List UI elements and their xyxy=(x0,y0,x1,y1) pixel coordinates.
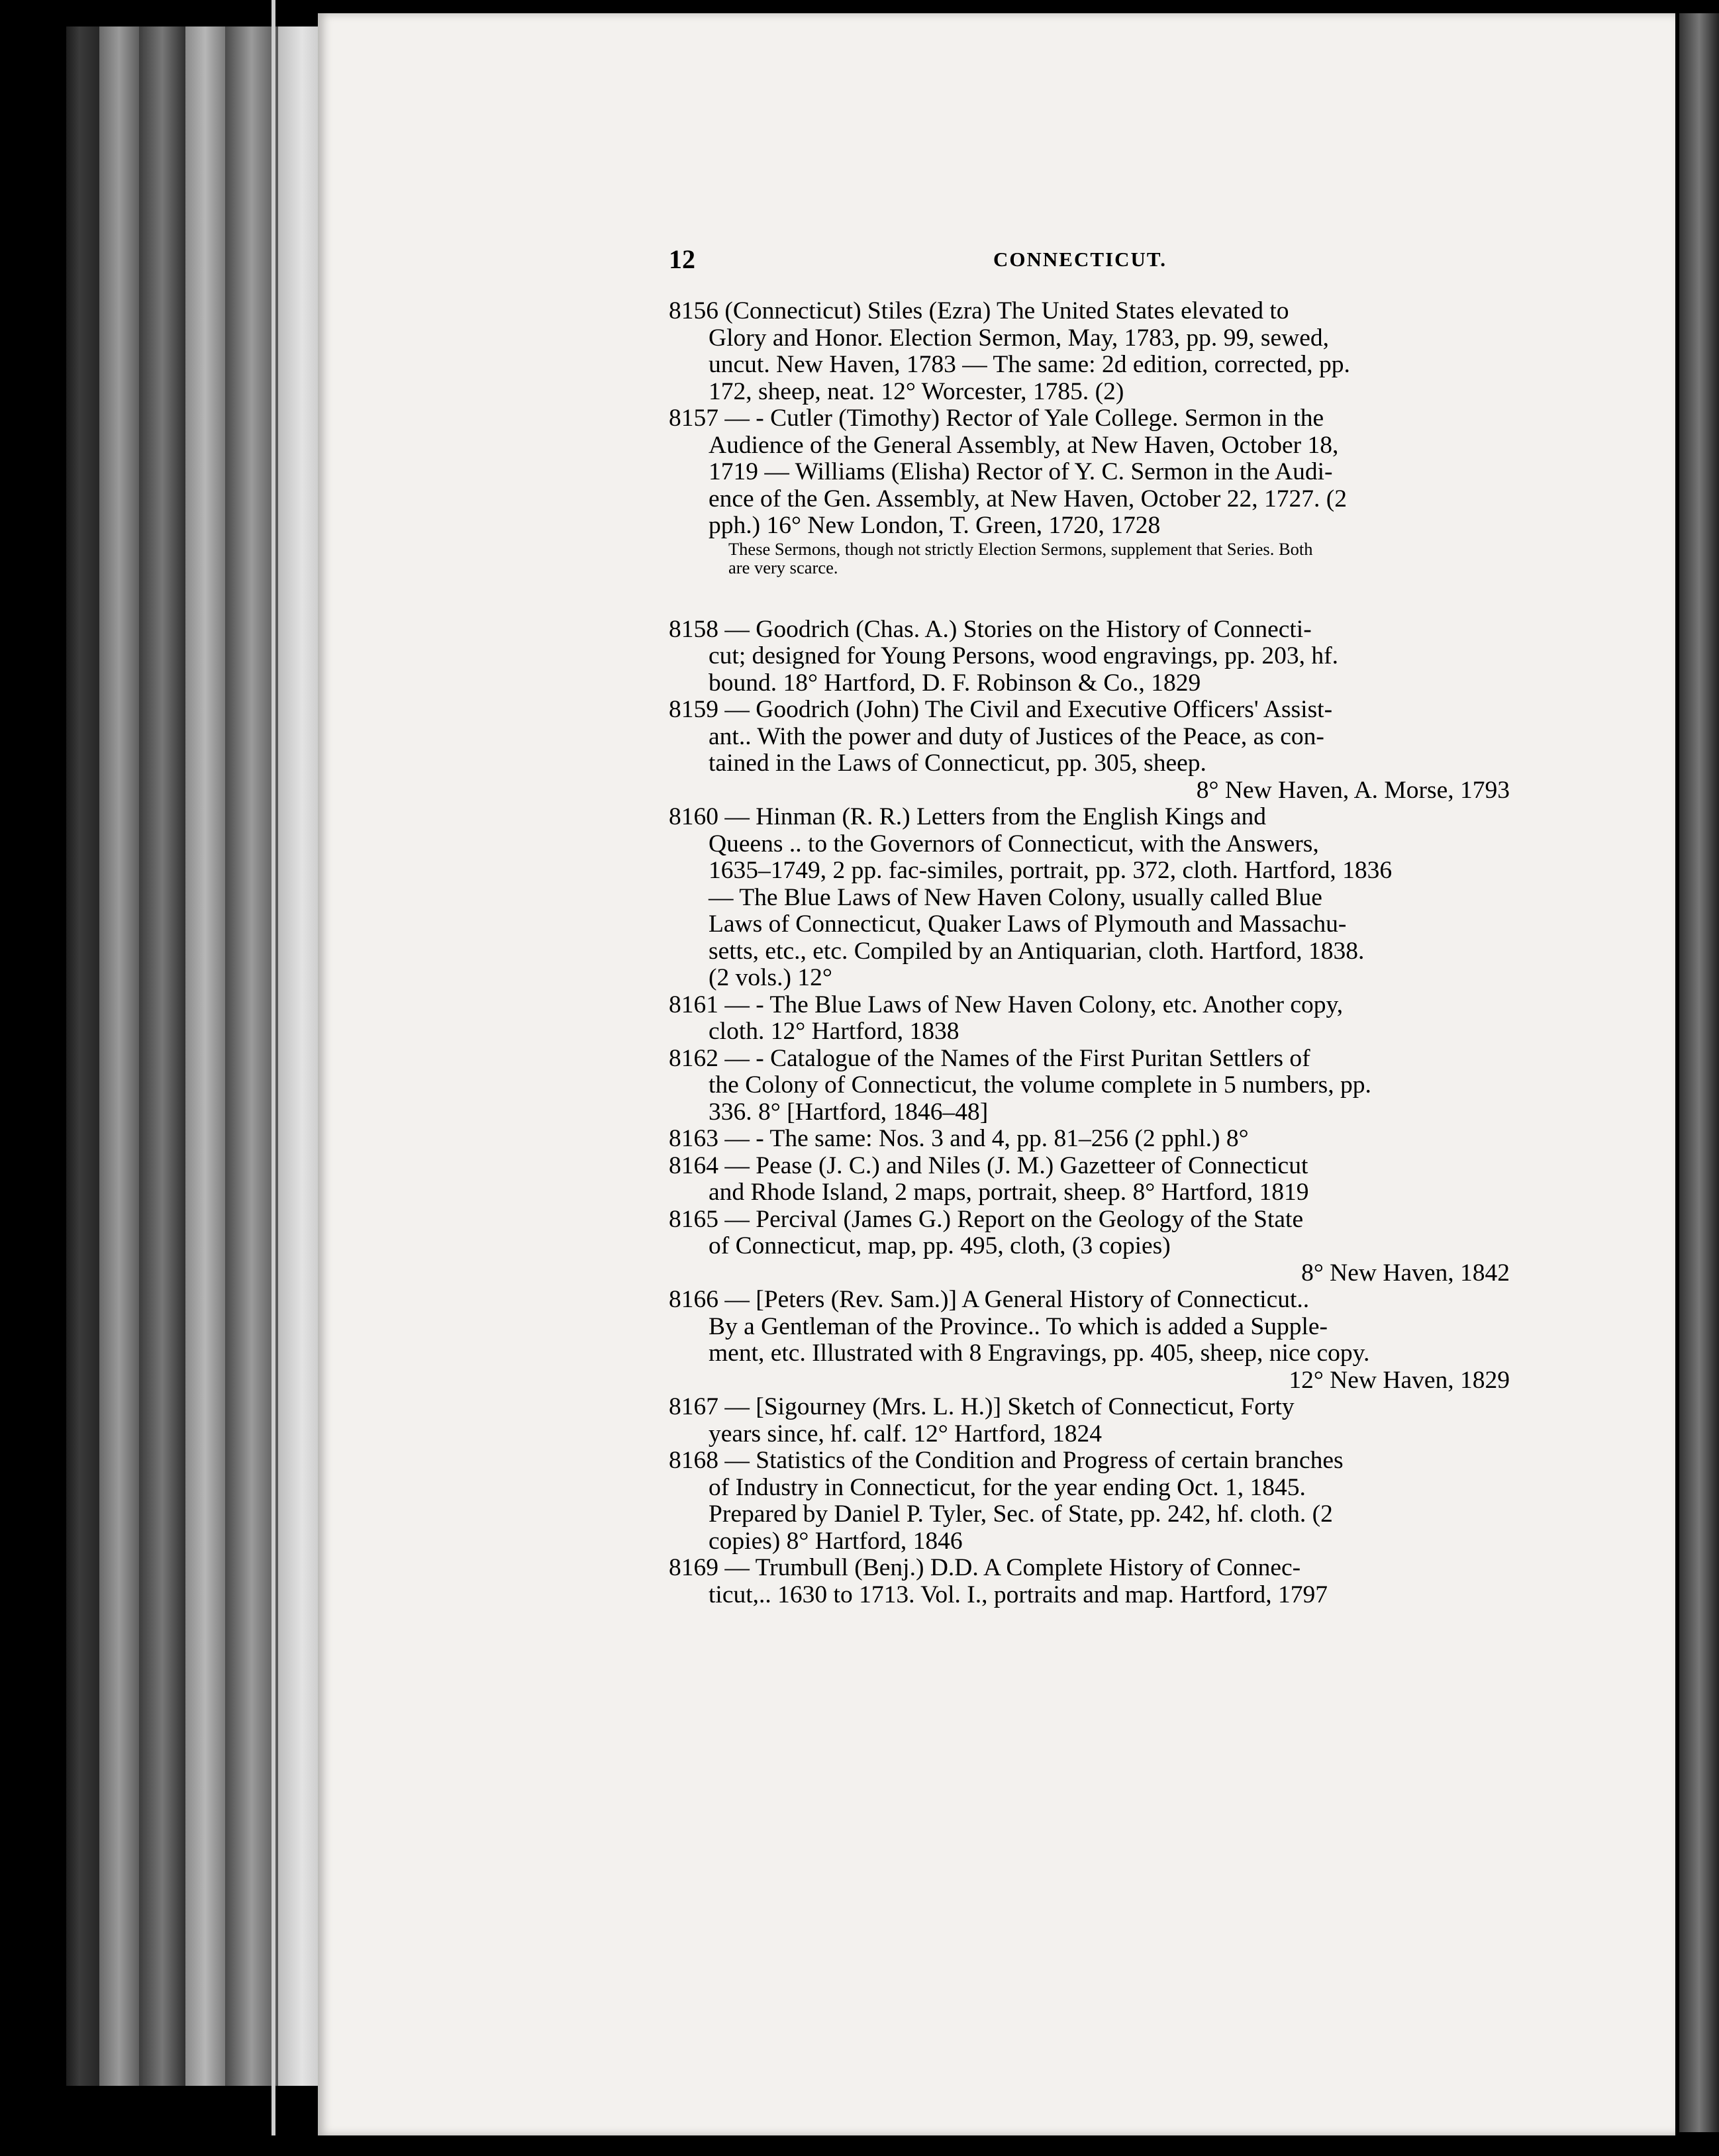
entry-line: Audience of the General Assembly, at New Haven, October 18, xyxy=(709,431,1339,459)
entry-line: tained in the Laws of Connecticut, pp. 305, sheep. xyxy=(709,750,1206,777)
entry-line: cloth. 12° Hartford, 1838 xyxy=(709,1018,959,1045)
entry-line: 8158 — Goodrich (Chas. A.) Stories on the History of Connecti- xyxy=(669,615,1312,643)
entry-line: 336. 8° [Hartford, 1846–48] xyxy=(709,1098,989,1126)
page-edge-strip xyxy=(185,26,225,2086)
entry-line: and Rhode Island, 2 maps, portrait, sheep. 8° Hartford, 1819 xyxy=(709,1179,1309,1206)
entry-line: of Industry in Connecticut, for the year ending Oct. 1, 1845. xyxy=(709,1473,1306,1501)
catalogue-entry xyxy=(669,1126,1510,1153)
catalogue-entry xyxy=(669,1555,1510,1608)
entry-line: 8166 — [Peters (Rev. Sam.)] A General History of Connecticut.. xyxy=(669,1286,1310,1313)
entry-line: 8165 — Percival (James G.) Report on the Geology of the State xyxy=(669,1205,1304,1233)
entry-line: ticut,.. 1630 to 1713. Vol. I., portraits and map. Hartford, 1797 xyxy=(709,1581,1328,1608)
entry-line: By a Gentleman of the Province.. To which is added a Supple- xyxy=(709,1312,1328,1340)
entry-line: 8° New Haven, A. Morse, 1793 xyxy=(1196,776,1510,804)
entry-line: ant.. With the power and duty of Justices of the Peace, as con- xyxy=(709,722,1324,750)
entry-line: of Connecticut, map, pp. 495, cloth, (3 copies) xyxy=(709,1232,1171,1259)
entry-line: — The Blue Laws of New Haven Colony, usually called Blue xyxy=(709,883,1322,911)
catalogue-entry xyxy=(669,405,1510,577)
page-number: 12 xyxy=(669,244,695,274)
entry-line: years since, hf. calf. 12° Hartford, 1824 xyxy=(709,1420,1102,1447)
entry-note: These Sermons, though not strictly Election Sermons, supplement that Series. Both xyxy=(728,538,1313,559)
entry-line: 8156 (Connecticut) Stiles (Ezra) The United States elevated to xyxy=(669,297,1289,324)
entry-line: bound. 18° Hartford, D. F. Robinson & Co., 1829 xyxy=(709,669,1201,697)
entry-line: ence of the Gen. Assembly, at New Haven, October 22, 1727. (2 xyxy=(709,485,1347,513)
page-header xyxy=(669,244,1510,283)
catalogue-entry xyxy=(669,1394,1510,1447)
entry-line: 8159 — Goodrich (John) The Civil and Executive Officers' Assist- xyxy=(669,696,1333,723)
page-edge-strip xyxy=(139,26,185,2086)
catalogue-entry xyxy=(669,298,1510,405)
catalogue-entry xyxy=(669,804,1510,992)
entry-line: 8157 — - Cutler (Timothy) Rector of Yale College. Sermon in the xyxy=(669,405,1324,432)
catalogue-entry xyxy=(669,1153,1510,1206)
page-edge-strip xyxy=(66,26,99,2086)
entry-line: Glory and Honor. Election Sermon, May, 1783, pp. 99, sewed, xyxy=(709,324,1330,352)
catalogue-entry xyxy=(669,1046,1510,1126)
entry-line: ment, etc. Illustrated with 8 Engravings, pp. 405, sheep, nice copy. xyxy=(709,1340,1370,1367)
entry-line: 8164 — Pease (J. C.) and Niles (J. M.) Gazetteer of Connecticut xyxy=(669,1152,1308,1179)
catalogue-entry xyxy=(669,697,1510,804)
entry-line: (2 vols.) 12° xyxy=(709,964,832,991)
catalogue-entry xyxy=(669,1287,1510,1394)
catalogue-entry xyxy=(669,992,1510,1046)
entry-line: 8161 — - The Blue Laws of New Haven Colony, etc. Another copy, xyxy=(669,991,1344,1018)
entry-line: 8167 — [Sigourney (Mrs. L. H.)] Sketch of Connecticut, Forty xyxy=(669,1393,1295,1420)
entry-line: cut; designed for Young Persons, wood engravings, pp. 203, hf. xyxy=(709,642,1338,669)
catalogue-entries xyxy=(669,298,1510,1608)
entry-note: are very scarce. xyxy=(728,557,838,577)
entry-line: uncut. New Haven, 1783 — The same: 2d edition, corrected, pp. xyxy=(709,351,1350,378)
page-edge-strip xyxy=(225,26,278,2086)
entry-line: 8° New Haven, 1842 xyxy=(1301,1259,1510,1287)
page-edge-strip xyxy=(99,26,139,2086)
entry-line: copies) 8° Hartford, 1846 xyxy=(709,1527,963,1555)
catalogue-entry xyxy=(669,616,1510,697)
entry-line: setts, etc., etc. Compiled by an Antiquarian, cloth. Hartford, 1838. xyxy=(709,937,1365,965)
entry-line: 1635–1749, 2 pp. fac-similes, portrait, pp. 372, cloth. Hartford, 1836 xyxy=(709,857,1393,884)
entry-line: 172, sheep, neat. 12° Worcester, 1785. (2) xyxy=(709,377,1124,405)
entry-line: Laws of Connecticut, Quaker Laws of Plymouth and Massachu- xyxy=(709,910,1347,938)
catalogue-entry xyxy=(669,1206,1510,1287)
entry-line: Prepared by Daniel P. Tyler, Sec. of State, pp. 242, hf. cloth. (2 xyxy=(709,1500,1333,1528)
entry-line: 8169 — Trumbull (Benj.) D.D. A Complete History of Connec- xyxy=(669,1554,1301,1581)
entry-line: 8160 — Hinman (R. R.) Letters from the English Kings and xyxy=(669,803,1266,830)
entry-line: 12° New Haven, 1829 xyxy=(1289,1366,1510,1394)
entry-line: 8162 — - Catalogue of the Names of the First Puritan Settlers of xyxy=(669,1044,1310,1072)
entry-line: Queens .. to the Governors of Connecticut, with the Answers, xyxy=(709,830,1319,858)
entry-line: the Colony of Connecticut, the volume complete in 5 numbers, pp. xyxy=(709,1071,1371,1099)
entry-line: 1719 — Williams (Elisha) Rector of Y. C. Sermon in the Audi- xyxy=(709,458,1333,485)
entry-line: pph.) 16° New London, T. Green, 1720, 1728 xyxy=(709,512,1161,539)
running-title: CONNECTICUT. xyxy=(993,248,1167,271)
catalogue-entry xyxy=(669,1447,1510,1555)
entry-line: 8163 — - The same: Nos. 3 and 4, pp. 81–256 (2 pphl.) 8° xyxy=(669,1125,1249,1152)
entry-line: 8168 — Statistics of the Condition and Progress of certain branches xyxy=(669,1447,1344,1474)
